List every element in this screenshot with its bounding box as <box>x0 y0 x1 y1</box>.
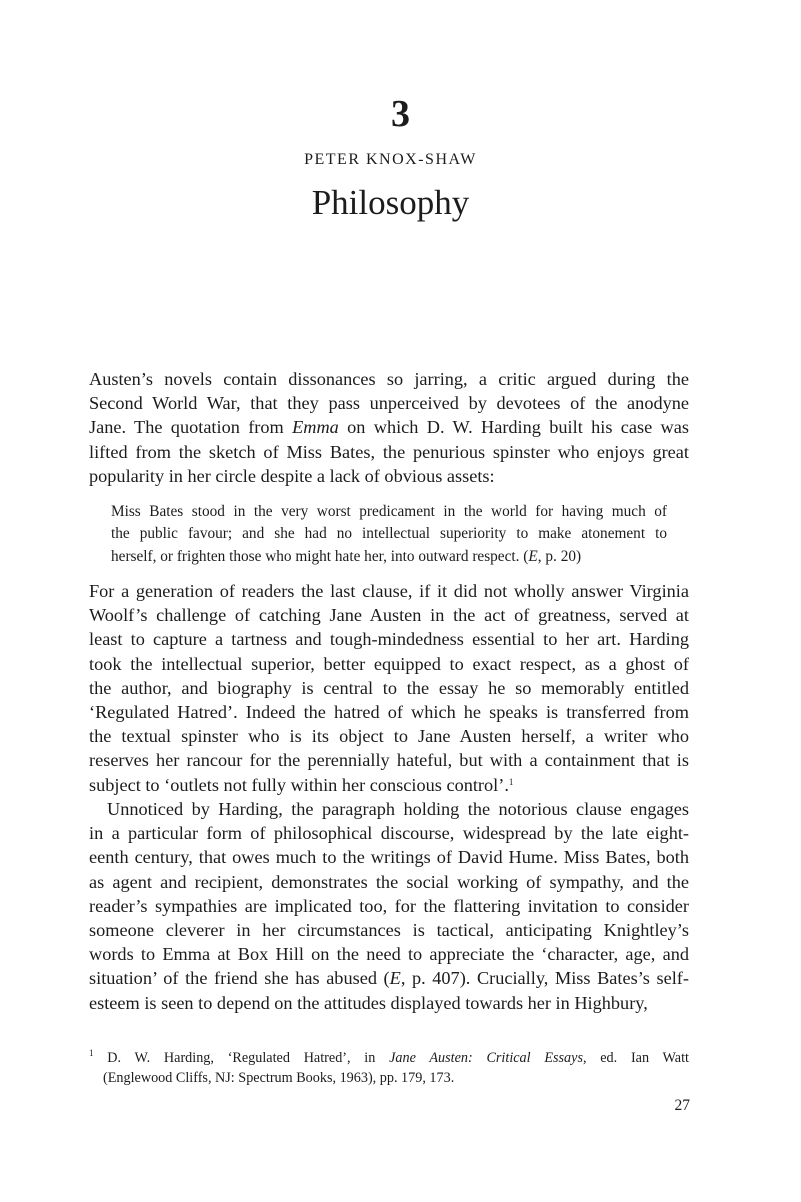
text-line: in a particular form of philosophical discourse, widespread by the late eight- <box>89 823 689 844</box>
text-line: popularity in her circle despite a lack of obvious assets: <box>89 465 495 486</box>
paragraph-unnoticed <box>89 797 689 1015</box>
text-line: reader’s sympathies are implicated too, for the flattering invitation to consider <box>89 895 689 916</box>
text-line: Woolf’s challenge of catching Jane Austen in the act of greatness, served at <box>89 605 689 626</box>
italic-text: Emma <box>292 417 339 438</box>
page-number: 27 <box>674 1097 690 1114</box>
text-line: Unnoticed by Harding, the paragraph holding the notorious clause engages <box>107 799 689 819</box>
text-line: the author, and biography is central to the essay he so memorably entitled <box>89 677 689 698</box>
paragraph-intro <box>89 367 689 488</box>
text-line: words to Emma at Box Hill on the need to appreciate the ‘character, age, and <box>89 944 689 965</box>
italic-text: E <box>528 547 538 565</box>
text-line: reserves her rancour for the perennially hateful, but with a containment that is <box>89 750 689 771</box>
text-line: Miss Bates stood in the very worst predicament in the world for having much of <box>111 503 667 520</box>
text-line: took the intellectual superior, better equipped to exact respect, as a ghost of <box>89 653 689 674</box>
text-line: $^1$ D. W. Harding, ‘Regulated Hatred’, in Jane Austen: Critical Essays, ed. Ian Watt <box>89 1049 689 1066</box>
text-line: the textual spinster who is its object to Jane Austen herself, a writer who <box>89 726 689 747</box>
text-line: someone cleverer in her circumstances is tactical, anticipating Knightley’s <box>89 919 689 940</box>
text-line: esteem is seen to depend on the attitudes displayed towards her in Highbury, <box>89 992 648 1013</box>
italic-text: E <box>389 968 401 989</box>
text-line: subject to ‘outlets not fully within her conscious control’.$^1$ <box>89 774 514 795</box>
chapter-number: 3 <box>391 93 410 135</box>
text-line: ‘Regulated Hatred’. Indeed the hatred of which he speaks is transferred from <box>89 701 689 722</box>
block-quote <box>111 501 667 568</box>
italic-text: Jane Austen: Critical Essays <box>389 1050 583 1066</box>
text-line: situation’ of the friend she has abused (E, p. 407). Crucially, Miss Bates’s self- <box>89 968 689 989</box>
footnote-marker: 1 <box>89 1049 94 1058</box>
text-line: (Englewood Cliffs, NJ: Spectrum Books, 1963), pp. 179, 173. <box>103 1069 455 1086</box>
text-line: herself, or frighten those who might hate her, into outward respect. (E, p. 20) <box>111 547 582 565</box>
text-line: For a generation of readers the last clause, if it did not wholly answer Virginia <box>89 581 689 601</box>
footnote-marker: 1 <box>508 776 514 787</box>
text-line: Second World War, that they pass unperceived by devotees of the anodyne <box>89 393 689 414</box>
text-line: the public favour; and she had no intellectual superiority to make atonement to <box>111 525 667 543</box>
chapter-title: Philosophy <box>311 183 470 222</box>
paragraph-woolf <box>89 579 689 797</box>
footnote <box>89 1049 689 1088</box>
text-line: lifted from the sketch of Miss Bates, the penurious spinster who enjoys great <box>89 441 689 462</box>
text-line: least to capture a tartness and tough-mindedness essential to her art. Harding <box>89 629 689 650</box>
text-line: eenth century, that owes much to the writings of David Hume. Miss Bates, both <box>89 847 689 868</box>
text-line: Austen’s novels contain dissonances so jarring, a critic argued during the <box>89 369 689 389</box>
text-line: Jane. The quotation from Emma on which D. W. Harding built his case was <box>89 417 689 438</box>
text-line: as agent and recipient, demonstrates the social working of sympathy, and the <box>89 871 689 892</box>
chapter-author: PETER KNOX-SHAW <box>304 151 477 168</box>
